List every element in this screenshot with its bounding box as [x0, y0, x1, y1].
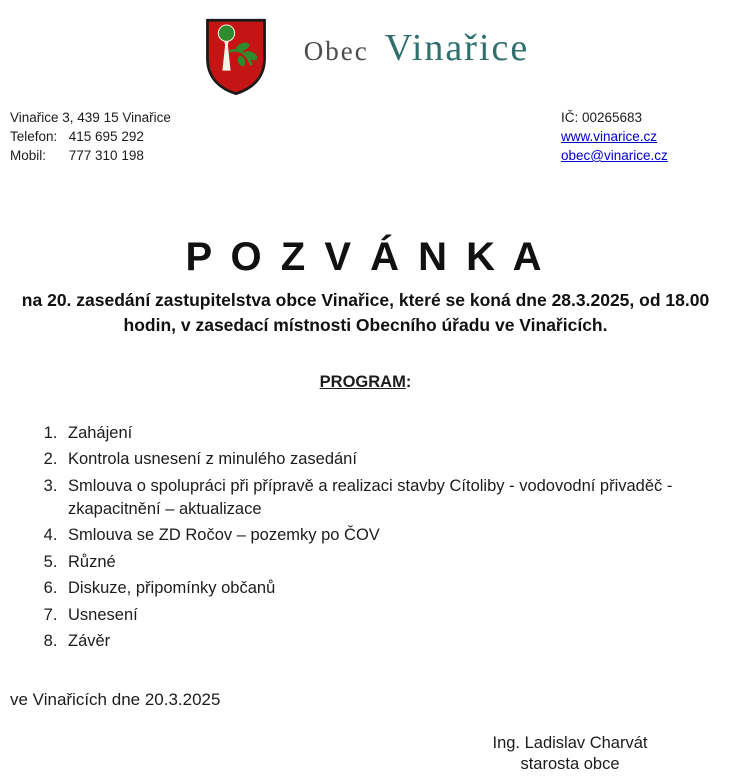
program-item: 2. Kontrola usnesení z minulého zasedání: [62, 448, 692, 471]
contact-mobile: [10, 146, 171, 165]
signer-title: starosta obce: [520, 755, 620, 774]
program-colon: :: [405, 372, 412, 391]
program-heading: [0, 373, 731, 392]
program-item: 3. Smlouva o spolupráci při přípravě a realizaci stavby Cítoliby - vodovodní přivaděč - zkapacitnění – aktualizace: [62, 475, 692, 522]
contact-block: [0, 104, 731, 165]
program-item: 4. Smlouva se ZD Ročov – pozemky po ČOV: [62, 524, 692, 547]
program-item: 6. Diskuze, připomínky občanů: [62, 577, 692, 600]
contact-ic: IČ: 00265683: [561, 110, 643, 125]
signature-block: [450, 733, 690, 776]
signer-name: Ing. Ladislav Charvát: [492, 734, 648, 752]
coat-of-arms-icon: [202, 10, 270, 104]
program-item: 7. Usnesení: [62, 604, 692, 627]
contact-phone: [10, 127, 171, 146]
program-list: [62, 422, 731, 654]
org-title: [304, 26, 530, 88]
org-prefix: Obec: [303, 36, 369, 66]
contact-address: Vinařice 3, 439 15 Vinařice: [10, 110, 171, 125]
website-link[interactable]: www.vinarice.cz: [561, 129, 658, 144]
contact-right: [561, 108, 721, 165]
email-link[interactable]: obec@vinarice.cz: [561, 148, 668, 163]
mobile-label: Mobil:: [10, 148, 47, 163]
phone-label: Telefon:: [10, 129, 58, 144]
letterhead: [0, 0, 731, 104]
place-date: ve Vinařicích dne 20.3.2025: [10, 690, 221, 709]
program-label: PROGRAM: [319, 372, 406, 391]
org-name: Vinařice: [384, 27, 530, 69]
program-item: 5. Různé: [62, 551, 692, 574]
program-item: 1. Zahájení: [62, 422, 692, 445]
phone-value: 415 695 292: [68, 129, 144, 144]
invitation-title: P O Z V Á N K A: [185, 235, 546, 279]
program-item: 8. Závěr: [62, 630, 692, 653]
invitation-subtitle: na 20. zasedání zastupitelstva obce Vinařice, které se koná dne 28.3.2025, od 18.00 hodin, v zasedací místnosti Obecního úřadu ve Vinařicích.: [21, 290, 710, 336]
contact-left: [10, 108, 171, 165]
mobile-value: 777 310 198: [68, 148, 144, 163]
